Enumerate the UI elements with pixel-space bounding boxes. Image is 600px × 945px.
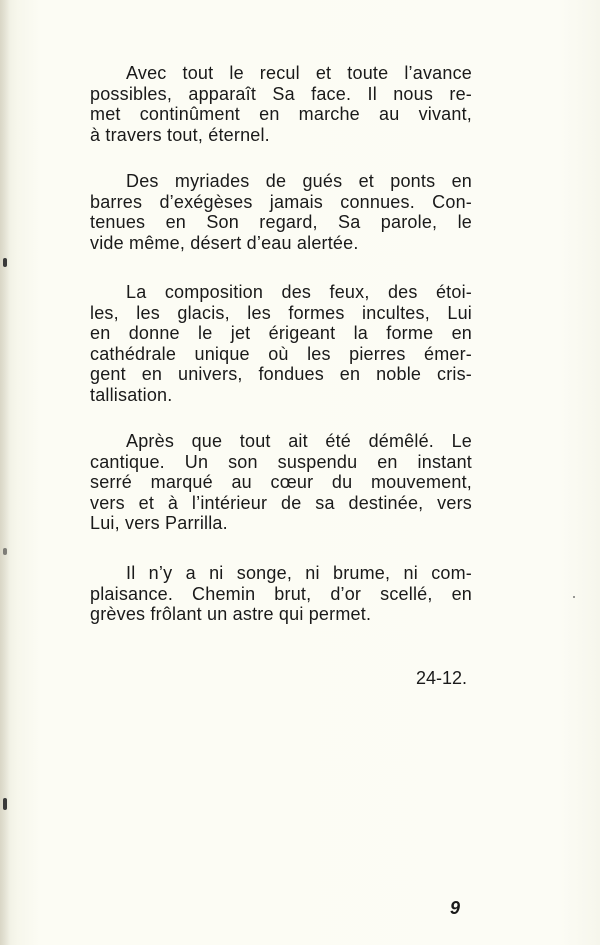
- text-line: en donne le jet érigeant la forme en: [90, 323, 472, 343]
- text-line: Il n’y a ni songe, ni brume, ni com-: [126, 563, 472, 583]
- paper-speck: [573, 596, 575, 598]
- paragraph-5: [90, 563, 472, 625]
- text-line: met continûment en marche au vivant,: [90, 104, 472, 124]
- binding-mark: [3, 258, 7, 267]
- text-line: cathédrale unique où les pierres émer-: [90, 343, 472, 364]
- binding-mark: [3, 798, 7, 810]
- paragraph-2: [90, 171, 472, 253]
- text-line: grèves frôlant un astre qui permet.: [90, 604, 372, 624]
- text-line: La composition des feux, des étoi-: [126, 282, 472, 302]
- text-line: tenues en Son regard, Sa parole, le: [90, 212, 472, 232]
- text-line: Lui, vers Parrilla.: [90, 513, 228, 533]
- binding-mark: [3, 548, 7, 555]
- text-line: plaisance. Chemin brut, d’or scellé, en: [90, 583, 472, 604]
- text-line: à travers tout, éternel.: [90, 124, 270, 145]
- text-line: Avec tout le recul et toute l’avance: [126, 63, 472, 83]
- text-line: vers et à l’intérieur de sa destinée, vers: [90, 492, 472, 513]
- paragraph-1: [90, 63, 472, 145]
- text-line: barres d’exégèses jamais connues. Con-: [90, 191, 472, 212]
- date-signature: 24-12.: [415, 668, 467, 688]
- text-line: vide même, désert d’eau alertée.: [90, 232, 359, 253]
- text-line: cantique. Un son suspendu en instant: [90, 451, 472, 472]
- text-line: gent en univers, fondues en noble cris-: [90, 364, 472, 384]
- page-number: 9: [450, 898, 461, 918]
- text-line: serré marqué au cœur du mouvement,: [90, 472, 472, 492]
- paragraph-3: [90, 282, 472, 405]
- text-line: Des myriades de gués et ponts en: [126, 171, 472, 191]
- text-line: tallisation.: [90, 384, 173, 405]
- paragraph-4: [90, 431, 472, 534]
- text-line: possibles, apparaît Sa face. Il nous re-: [90, 83, 472, 104]
- text-line: Après que tout ait été démêlé. Le: [126, 431, 472, 451]
- text-line: les, les glacis, les formes incultes, Lui: [90, 302, 472, 323]
